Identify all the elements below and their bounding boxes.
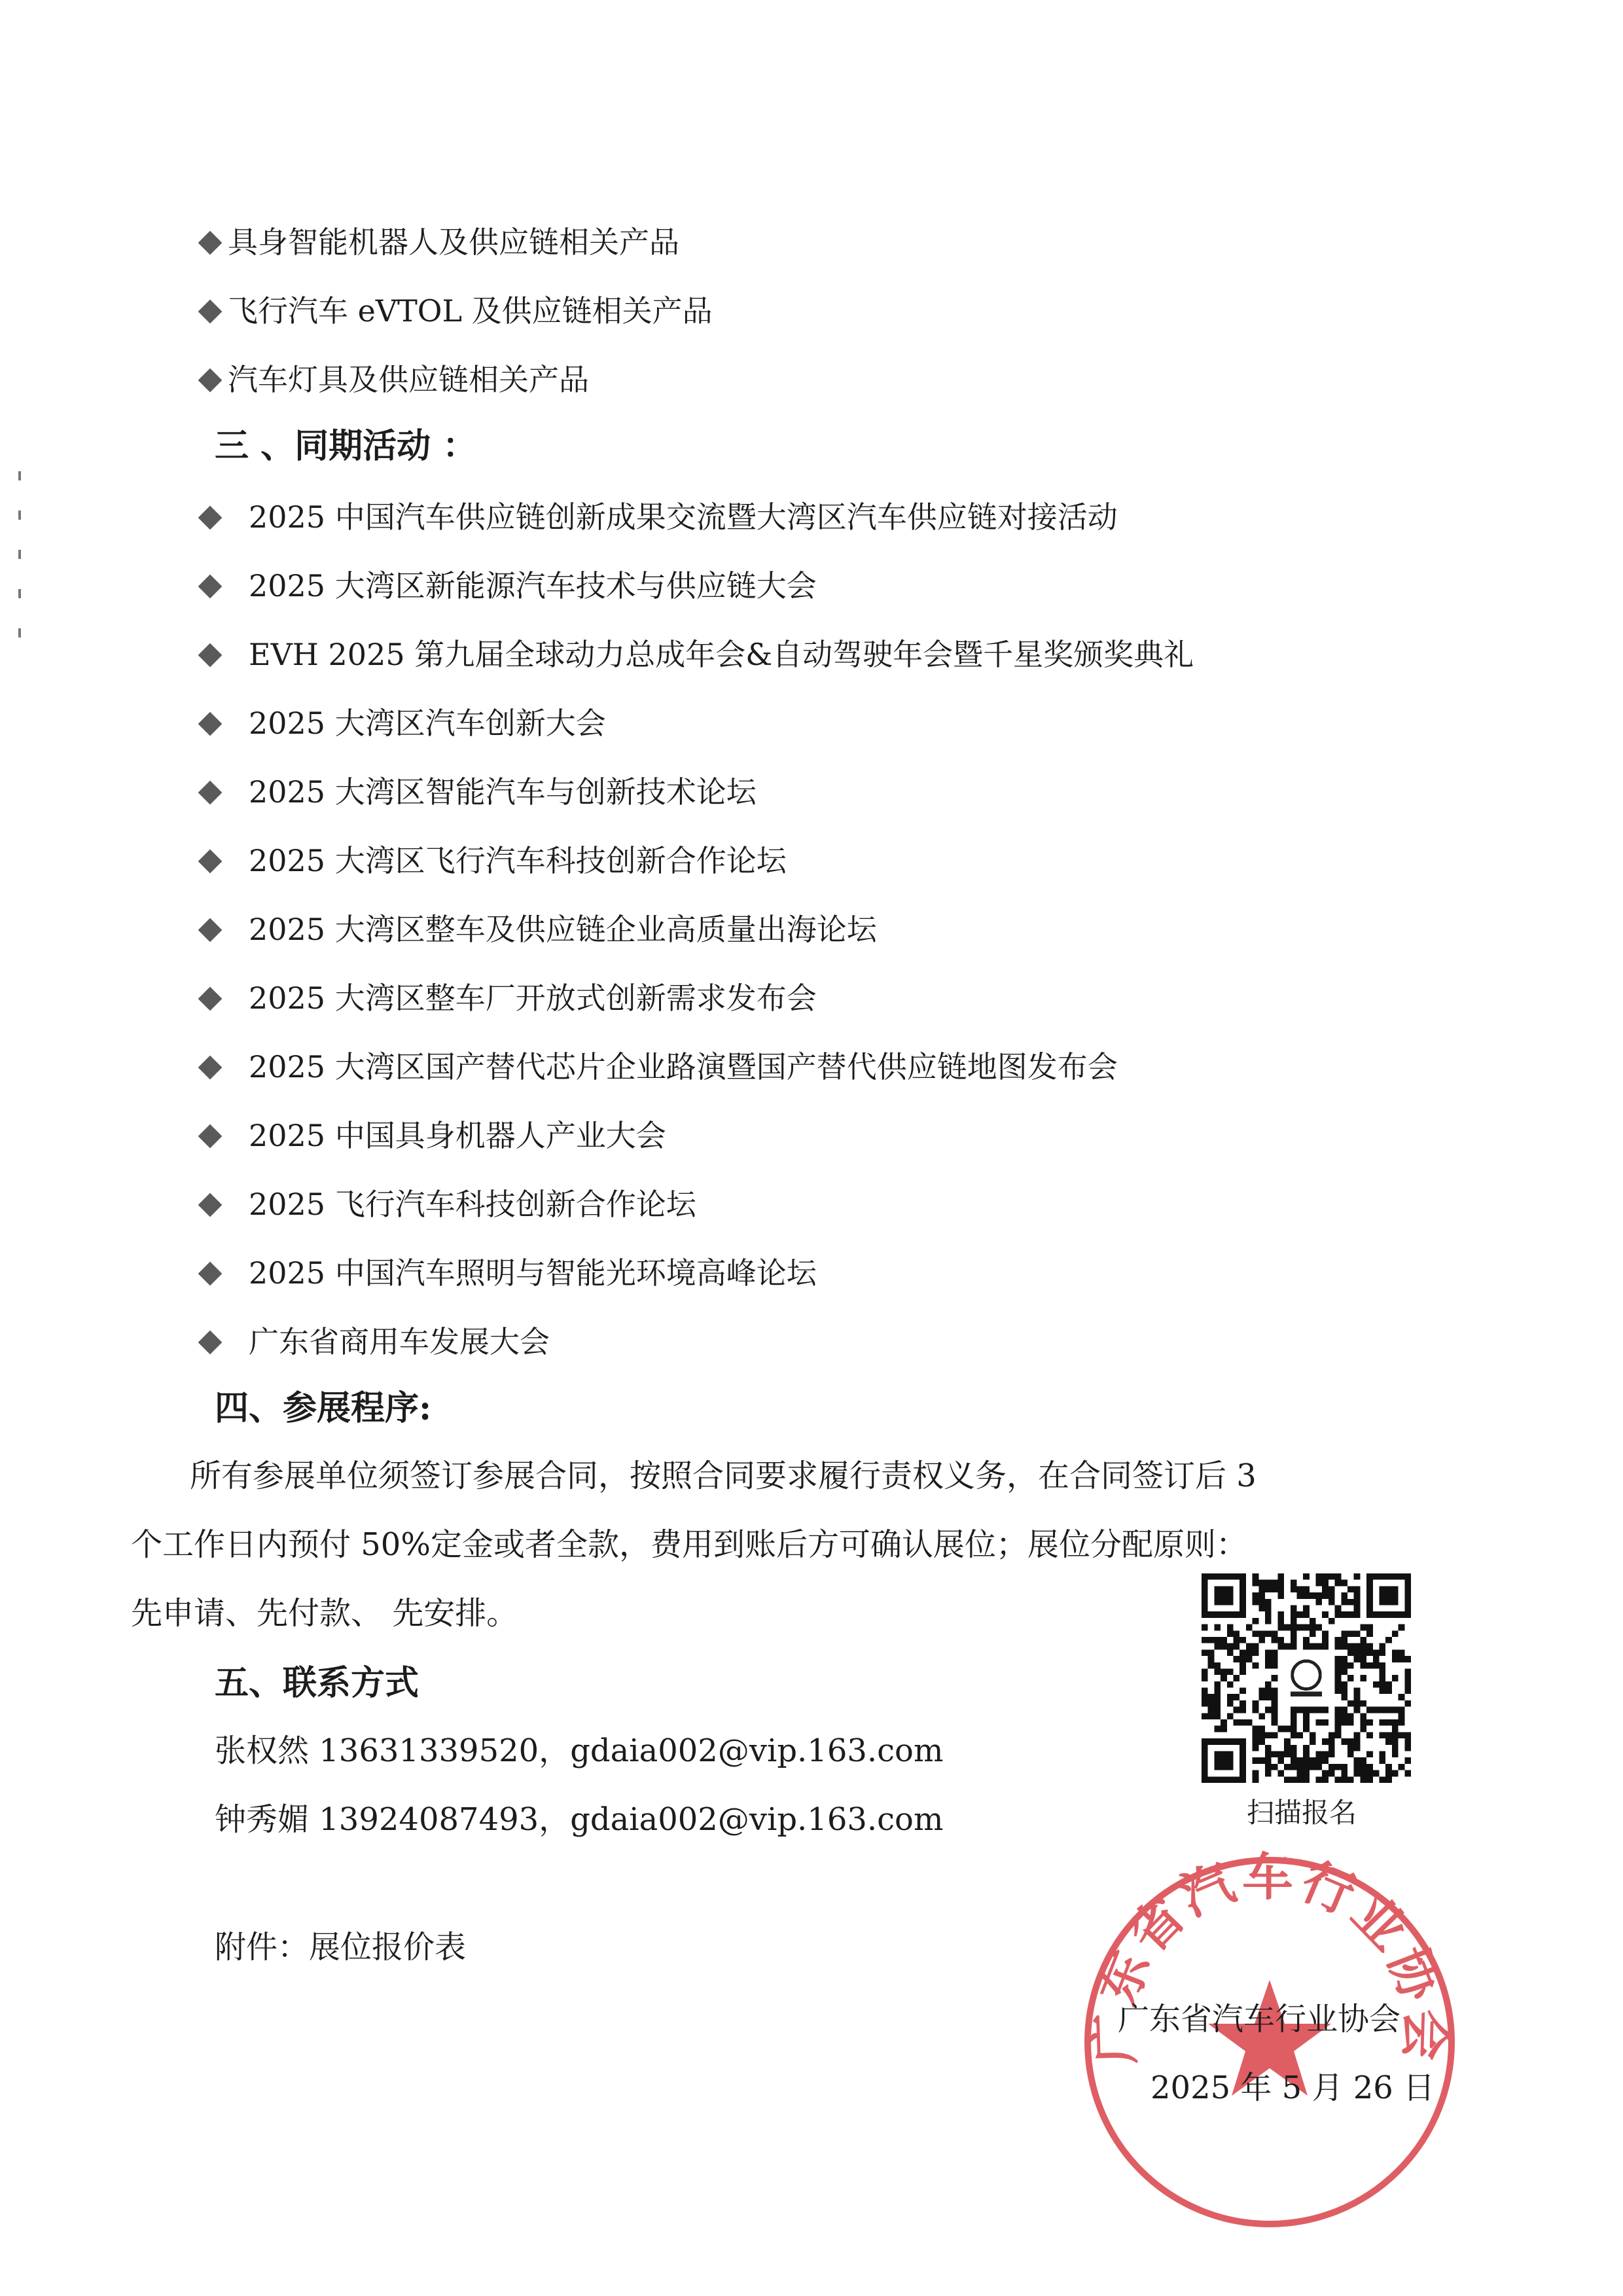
- activity-item: 2025 大湾区飞行汽车科技创新合作论坛: [249, 843, 787, 878]
- bullet-diamond-icon: [198, 781, 223, 805]
- activity-item: 2025 大湾区新能源汽车技术与供应链大会: [249, 568, 817, 603]
- procedure-line: 个工作日内预付 50%定金或者全款，费用到账后方可确认展位；展位分配原则：: [131, 1526, 1247, 1563]
- bullet-diamond-icon: [198, 643, 223, 668]
- bullet-diamond-icon: [198, 368, 223, 393]
- bullet-diamond-icon: [198, 1124, 223, 1149]
- bullet-diamond-icon: [198, 987, 223, 1011]
- product-item: 飞行汽车 eVTOL 及供应链相关产品: [228, 293, 713, 329]
- activity-item: 2025 中国汽车照明与智能光环境高峰论坛: [249, 1255, 817, 1291]
- activity-item: 2025 大湾区汽车创新大会: [249, 706, 606, 741]
- bullet-diamond-icon: [198, 918, 223, 942]
- activity-item: 2025 中国具身机器人产业大会: [249, 1118, 666, 1153]
- signature-org: 广东省汽车行业协会: [1118, 2001, 1401, 2037]
- qr-code-image[interactable]: [1202, 1573, 1411, 1783]
- product-item: 汽车灯具及供应链相关产品: [228, 362, 589, 397]
- bullet-diamond-icon: [198, 506, 223, 530]
- signature-date: 2025 年 5 月 26 日: [1150, 2070, 1435, 2106]
- section-4-title: 四、参展程序:: [215, 1388, 432, 1428]
- activity-item: 广东省商用车发展大会: [249, 1324, 550, 1359]
- bullet-diamond-icon: [198, 1331, 223, 1355]
- bullet-diamond-icon: [198, 850, 223, 874]
- activity-item: 2025 大湾区整车及供应链企业高质量出海论坛: [249, 912, 877, 947]
- bullet-diamond-icon: [198, 1056, 223, 1080]
- activity-item: EVH 2025 第九届全球动力总成年会&自动驾驶年会暨千星奖颁奖典礼: [249, 637, 1194, 672]
- procedure-line: 先申请、先付款、 先安排。: [131, 1595, 518, 1632]
- product-item: 具身智能机器人及供应链相关产品: [228, 224, 679, 260]
- activity-item: 2025 飞行汽车科技创新合作论坛: [249, 1187, 696, 1222]
- attachment-line: 附件：展位报价表: [215, 1929, 467, 1965]
- bullet-diamond-icon: [198, 575, 223, 599]
- section-3-title: 三 、同期活动 ：: [215, 426, 477, 466]
- section-5-title: 五、联系方式: [215, 1663, 419, 1703]
- official-seal-stamp: [1073, 1846, 1466, 2238]
- svg-text:广东省汽车行业协会: 广东省汽车行业协会: [1084, 1847, 1455, 2066]
- activity-item: 2025 大湾区国产替代芯片企业路演暨国产替代供应链地图发布会: [249, 1049, 1118, 1085]
- bullet-diamond-icon: [198, 231, 223, 255]
- bullet-diamond-icon: [198, 1262, 223, 1286]
- bullet-diamond-icon: [198, 300, 223, 324]
- activity-item: 2025 大湾区智能汽车与创新技术论坛: [249, 774, 757, 810]
- bullet-diamond-icon: [198, 1193, 223, 1217]
- activity-item: 2025 大湾区整车厂开放式创新需求发布会: [249, 980, 817, 1016]
- qr-caption: 扫描报名: [1247, 1797, 1357, 1829]
- bullet-diamond-icon: [198, 712, 223, 736]
- procedure-line: 所有参展单位须签订参展合同，按照合同要求履行责权义务，在合同签订后 3: [190, 1458, 1257, 1494]
- activity-item: 2025 中国汽车供应链创新成果交流暨大湾区汽车供应链对接活动: [249, 499, 1118, 535]
- contact-line: 钟秀媚 13924087493，gdaia002@vip.163.com: [215, 1801, 944, 1838]
- contact-line: 张权然 13631339520，gdaia002@vip.163.com: [215, 1732, 944, 1769]
- scan-artifact-marks: [18, 471, 24, 668]
